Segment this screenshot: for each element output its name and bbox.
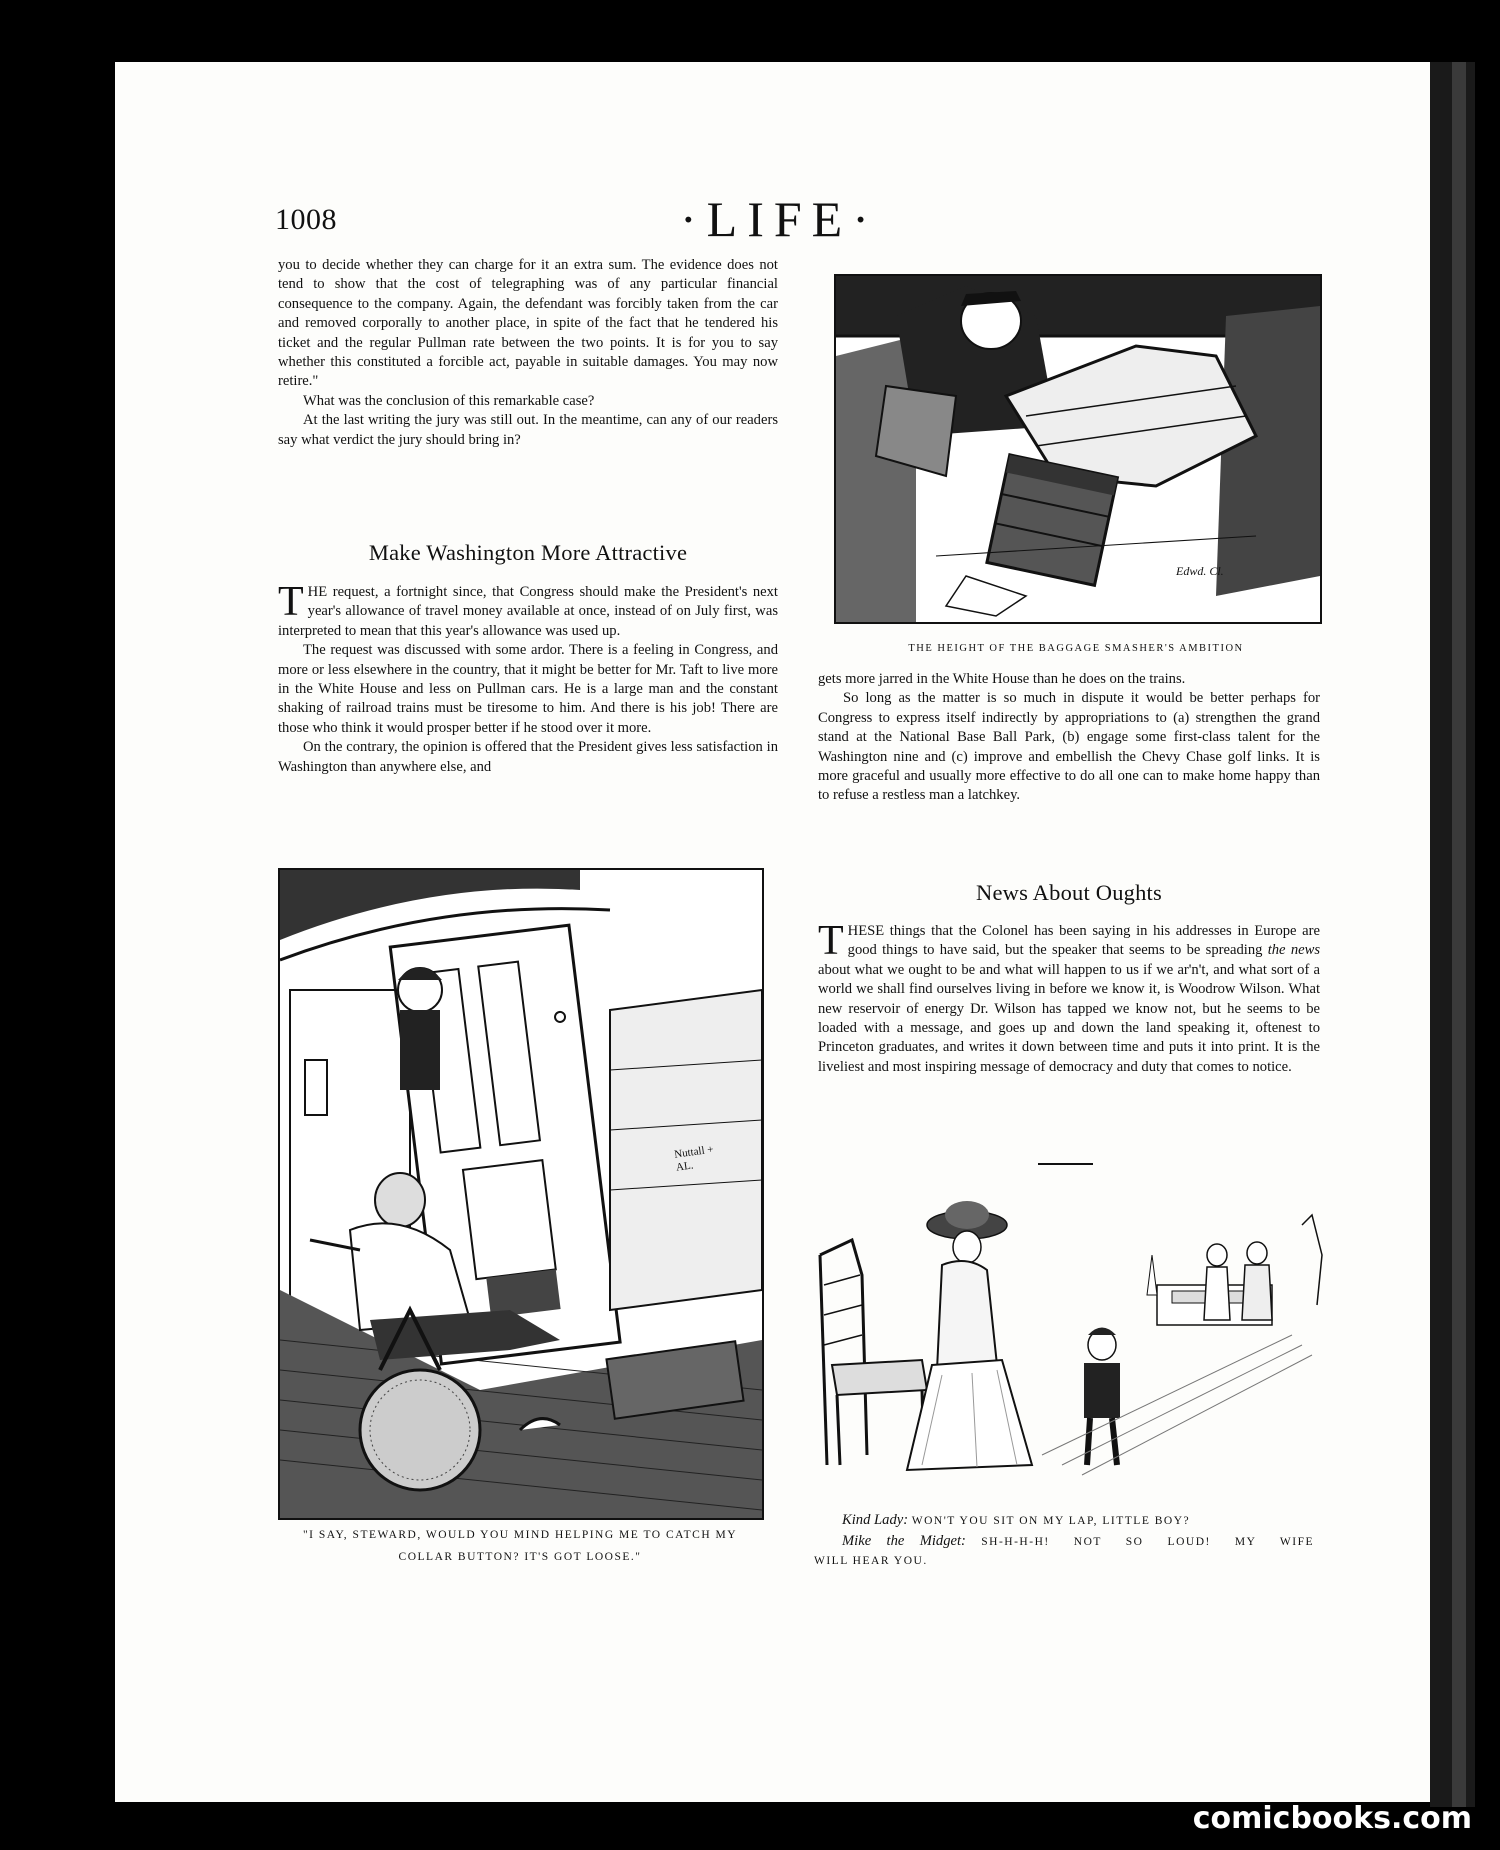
page-number: 1008 xyxy=(275,203,337,236)
baggage-illustration xyxy=(834,274,1322,624)
drop-cap: T xyxy=(278,579,304,625)
article-body: THESE things that the Colonel has been saying in his addresses in Europe are good things to have said, but the speaker that seems to be spreading the news about what we ought to be and what will happen to us if we ar'n't, and what sort of a world we shall find ourselves living in before we know it, is Woodrow Wilson. What new reservoir of energy Dr. Wilson has tapped we know not, but he seems to be loaded with a message, and goes up and down the land speaking it, oftenest to Princeton graduates, and writes it down between time and puts it into print. It is the liveliest and most inspiring message of democracy and duty that comes to notice. xyxy=(818,918,1321,1075)
steward-illustration-art xyxy=(280,870,762,1518)
caption-line: COLLAR BUTTON? IT'S GOT LOOSE." xyxy=(398,1551,642,1563)
paragraph: At the last writing the jury was still out. In the meantime, can any of our readers say what verdict the jury should bring in? xyxy=(278,412,778,448)
cartoon-caption xyxy=(814,1511,1314,1572)
steward-illustration xyxy=(278,868,764,1520)
italic-text: the news xyxy=(1267,942,1321,959)
masthead: ·LIFE· xyxy=(680,191,879,247)
caption-line: "I SAY, STEWARD, WOULD YOU MIND HELPING ME TO CATCH MY xyxy=(302,1529,738,1541)
midget-illustration xyxy=(812,1195,1332,1495)
article-headline: News About Oughts xyxy=(976,880,1162,905)
speaker-label: Mike the Midget: xyxy=(842,1532,966,1549)
artist-signature: Edwd. Cl. xyxy=(1176,564,1224,578)
speaker-label: Kind Lady: xyxy=(842,1512,909,1528)
paragraph: you to decide whether they can charge for it an extra sum. The evidence does not tend to show that the cost of telegraphing was of any particular financial consequence to the company. Again, the defendant was forcibly taken from the car and removed corporally to another place, in spite of the fact that he tendered his ticket and the regular Pullman rate between the two points. It is for you to say whether this constituted a forcible act, payable in suitable damages. You may now retire." xyxy=(278,257,778,390)
dialogue-line: SH-H-H-H! NOT SO LOUD! MY WIFE xyxy=(981,1535,1314,1548)
drop-cap: T xyxy=(818,918,844,964)
dialogue-line: WILL HEAR YOU. xyxy=(814,1555,928,1567)
section-divider xyxy=(1038,1163,1093,1165)
watermark: comicbooks.com xyxy=(1192,1801,1472,1836)
dialogue-line: WON'T YOU SIT ON MY LAP, LITTLE BOY? xyxy=(911,1515,1191,1527)
illustration-caption xyxy=(266,1524,774,1568)
paragraph: What was the conclusion of this remarkable case? xyxy=(303,392,595,409)
illustration-caption: THE HEIGHT OF THE BAGGAGE SMASHER'S AMBITION xyxy=(908,643,1244,654)
paragraph: HE request, a fortnight since, that Congress should make the President's next year's allowance of travel money available at once, instead of on July first, was interpreted to mean that this year's allowance was used up. xyxy=(278,584,778,639)
baggage-illustration-art xyxy=(836,276,1320,622)
paragraph: So long as the matter is so much in dispute it would be better perhaps for Congress to express itself indirectly by appropriations to (a) strengthen the grand stand at the National Base Ball Park, (b) engage some first-class talent for the Washington nine and (c) improve and embellish the Chevy Chase golf links. It is more graceful and usually more effective to do all one can to make home happy than to refuse a restless man a latchkey. xyxy=(818,690,1320,804)
article-body xyxy=(278,579,778,777)
paragraph: The request was discussed with some ardor. There is a feeling in Congress, and more or less elsewhere in the country, that it might be better for Mr. Taft to live more in the White House and less on Pullman cars. He is a large man and the constant shaking of railroad trains must be tiresome to him. And there is his job! There are those who think it would prosper better if he stood over it more. xyxy=(278,642,778,736)
paragraph: gets more jarred in the White House than he does on the trains. xyxy=(818,671,1186,687)
article-continued xyxy=(818,670,1320,806)
artist-signature: Nuttall + AL. xyxy=(673,1143,715,1174)
page-edge-shadow xyxy=(1452,62,1466,1807)
paragraph: On the contrary, the opinion is offered that the President gives less satisfaction in Washington than anywhere else, and xyxy=(278,739,778,775)
left-column-top xyxy=(278,256,778,450)
article-headline: Make Washington More Attractive xyxy=(368,540,688,565)
